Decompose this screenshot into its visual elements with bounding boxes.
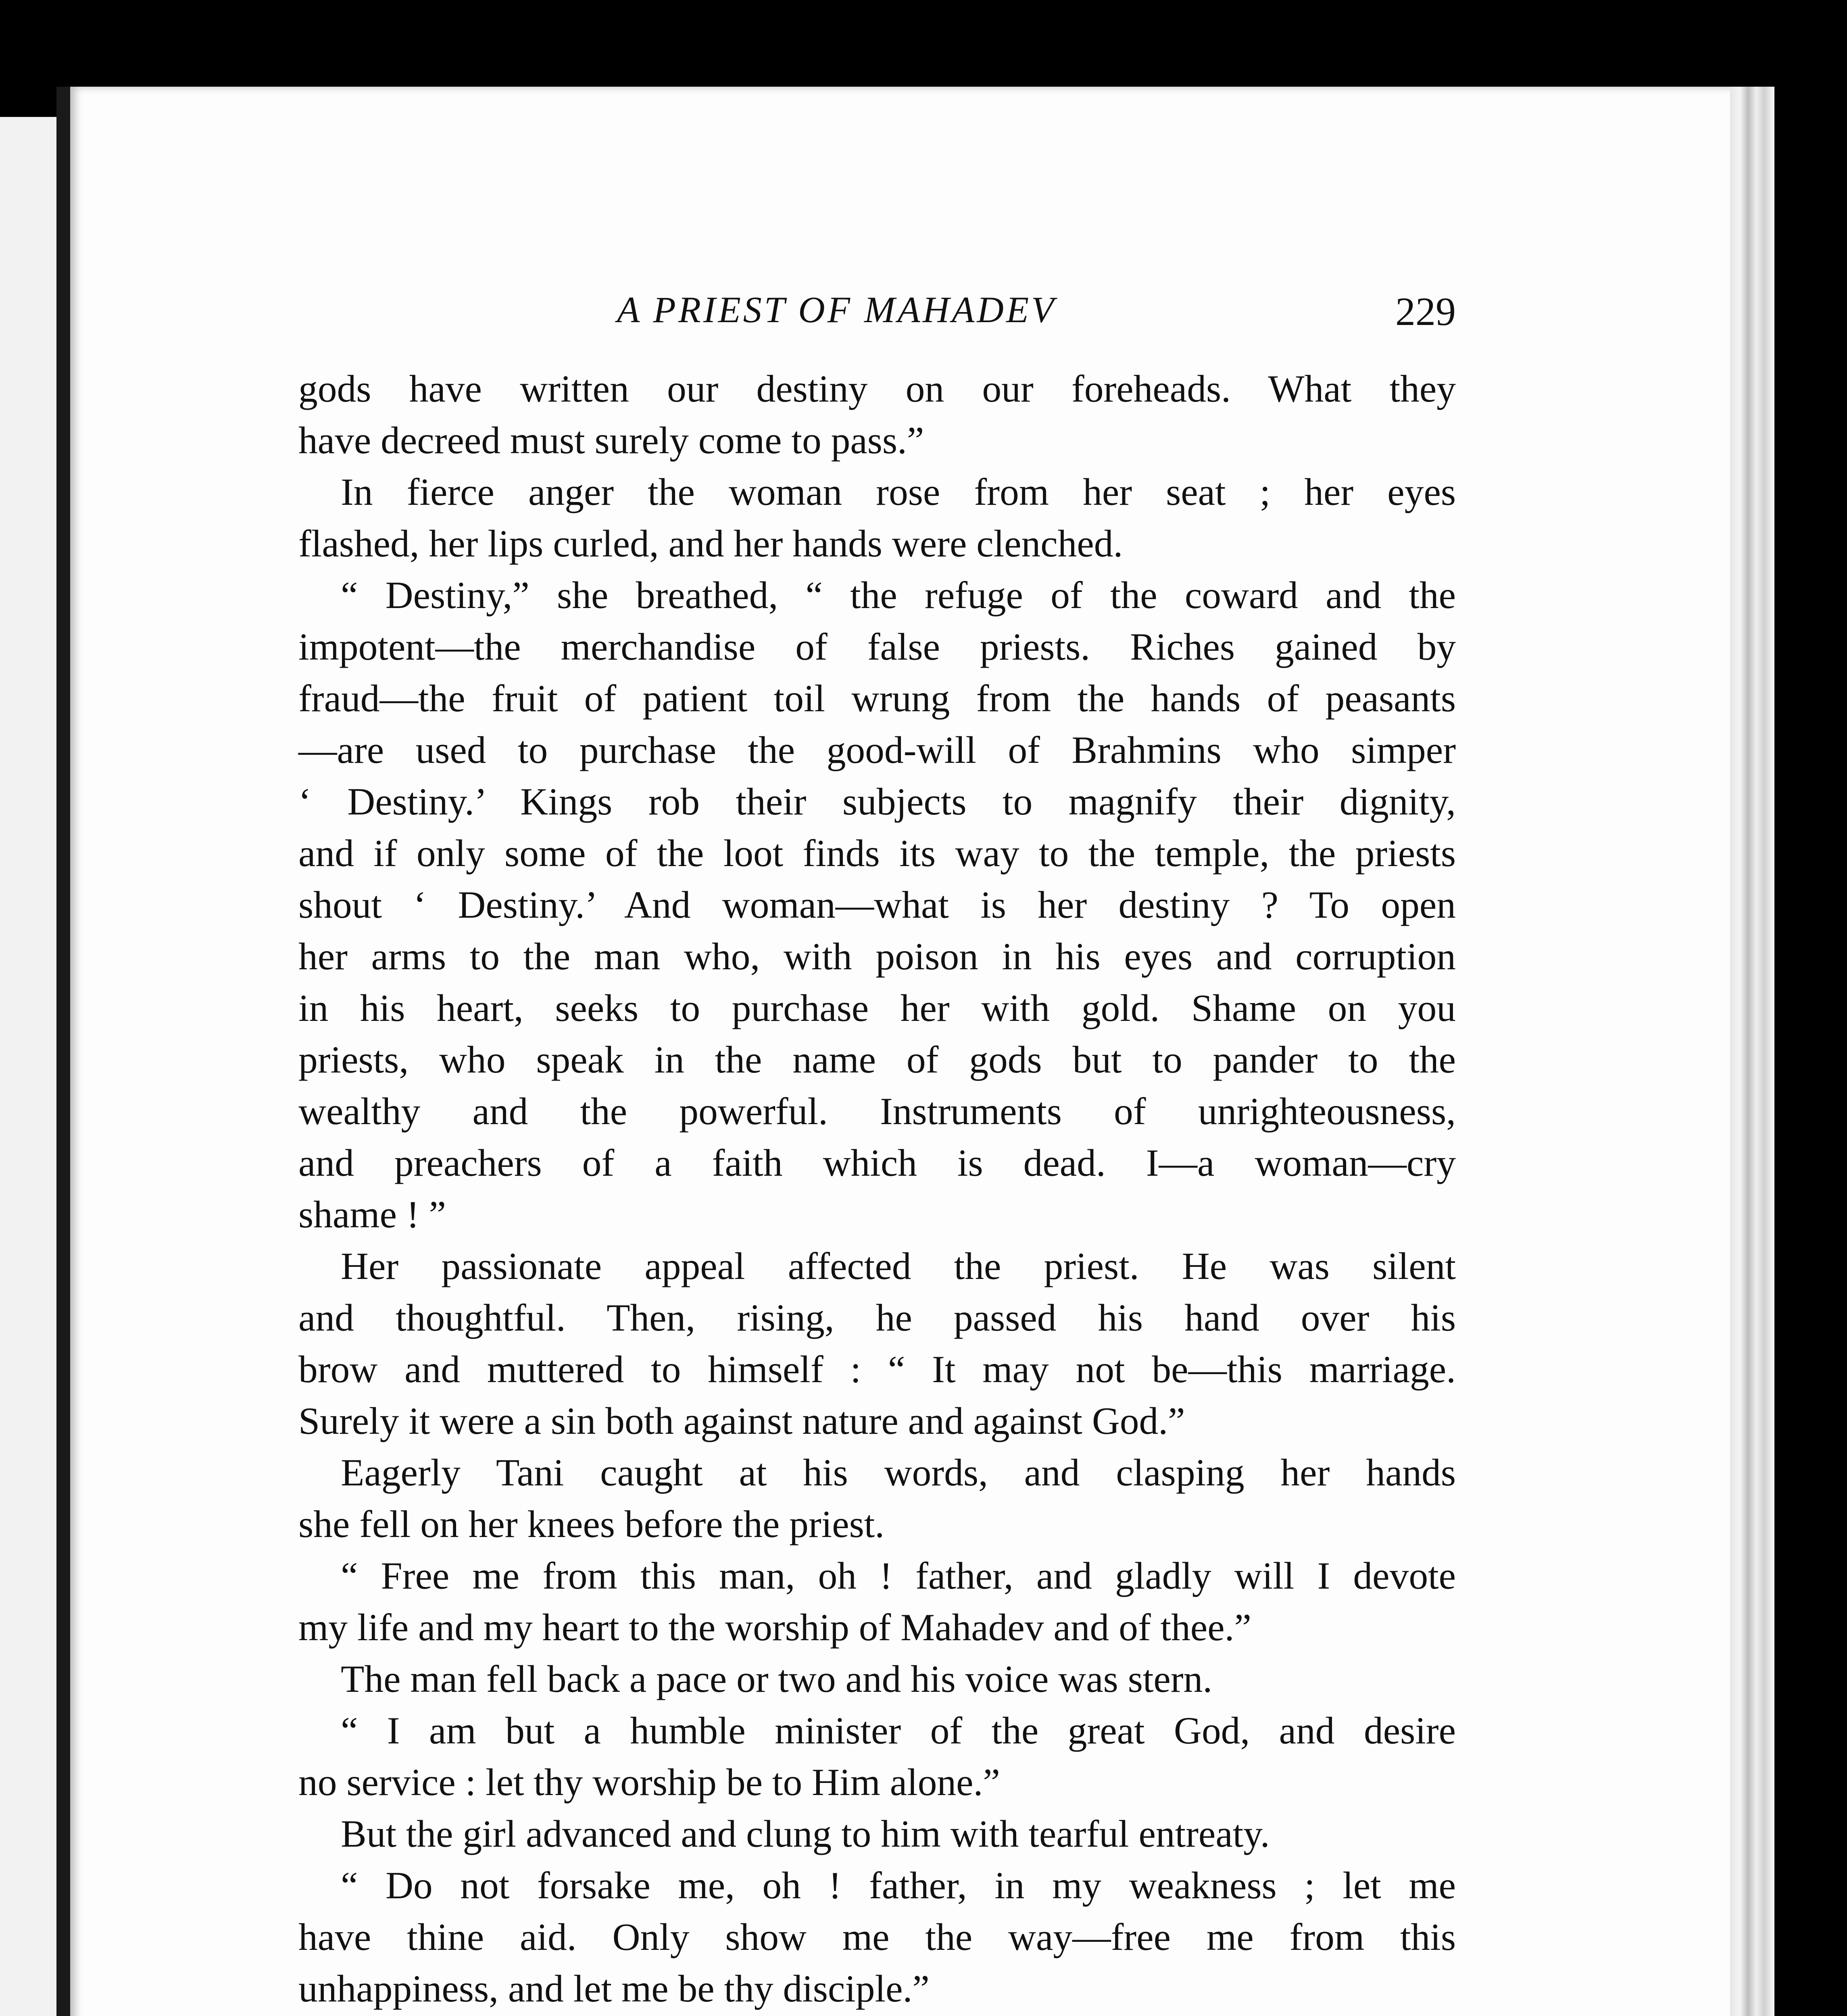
text-line: shame ! ” [298, 1193, 446, 1236]
text-line: have decreed must surely come to pass.” [298, 419, 924, 462]
text-line: brow and muttered to himself : “ It may not be—this marriage. [298, 1348, 1456, 1391]
text-line: and if only some of the loot finds its way to the temple, the priests [298, 832, 1456, 875]
text-line: her arms to the man who, with poison in his eyes and corruption [298, 935, 1456, 978]
text-line: she fell on her knees before the priest. [298, 1503, 885, 1545]
text-line: unhappiness, and let me be thy disciple.” [298, 1967, 930, 2010]
text-line: fraud—the fruit of patient toil wrung from the hands of peasants [298, 677, 1456, 720]
text-line: in his heart, seeks to purchase her with gold. Shame on you [298, 987, 1456, 1029]
text-line: and preachers of a faith which is dead. I—a woman—cry [298, 1141, 1456, 1184]
text-line: “ I am but a humble minister of the great God, and desire [341, 1709, 1456, 1752]
body-text [298, 363, 1456, 2016]
page-stack-edge [1730, 87, 1774, 2016]
text-line: ‘ Destiny.’ Kings rob their subjects to magnify their dignity, [298, 780, 1456, 823]
text-line: “ Destiny,” she breathed, “ the refuge of the coward and the [341, 574, 1456, 616]
text-line: and thoughtful. Then, rising, he passed his hand over his [298, 1296, 1456, 1339]
text-line: “ Do not forsake me, oh ! father, in my weakness ; let me [341, 1864, 1456, 1907]
text-line: Her passionate appeal affected the priest. He was silent [341, 1245, 1456, 1287]
running-title: A PRIEST OF MAHADEV [617, 289, 1057, 330]
text-line: In fierce anger the woman rose from her seat ; her eyes [341, 471, 1456, 513]
facing-page-edge [0, 117, 56, 2016]
text-line: my life and my heart to the worship of Mahadev and of thee.” [298, 1606, 1251, 1649]
text-line: Eagerly Tani caught at his words, and clasping her hands [341, 1451, 1456, 1494]
text-line: flashed, her lips curled, and her hands were clenched. [298, 522, 1123, 565]
page-number: 229 [1395, 289, 1456, 334]
text-line: impotent—the merchandise of false priests. Riches gained by [298, 625, 1456, 668]
text-line: no service : let thy worship be to Him alone.” [298, 1761, 1000, 1804]
text-line: Surely it were a sin both against nature and against God.” [298, 1400, 1185, 1442]
text-line: gods have written our destiny on our foreheads. What they [298, 367, 1456, 410]
text-line: “ Free me from this man, oh ! father, and gladly will I devote [341, 1554, 1456, 1597]
text-line [298, 2014, 1456, 2016]
text-line: The man fell back a pace or two and his voice was stern. [341, 1658, 1213, 1700]
text-line: —are used to purchase the good-will of Brahmins who simper [298, 729, 1456, 771]
running-head [294, 288, 1456, 345]
text-line: But the girl advanced and clung to him with tearful entreaty. [341, 1812, 1270, 1855]
text-line: have thine aid. Only show me the way—free me from this [298, 1916, 1456, 1958]
text-line: shout ‘ Destiny.’ And woman—what is her destiny ? To open [298, 883, 1456, 926]
text-line: priests, who speak in the name of gods but to pander to the [298, 1038, 1456, 1081]
text-line: wealthy and the powerful. Instruments of unrighteousness, [298, 1090, 1456, 1133]
